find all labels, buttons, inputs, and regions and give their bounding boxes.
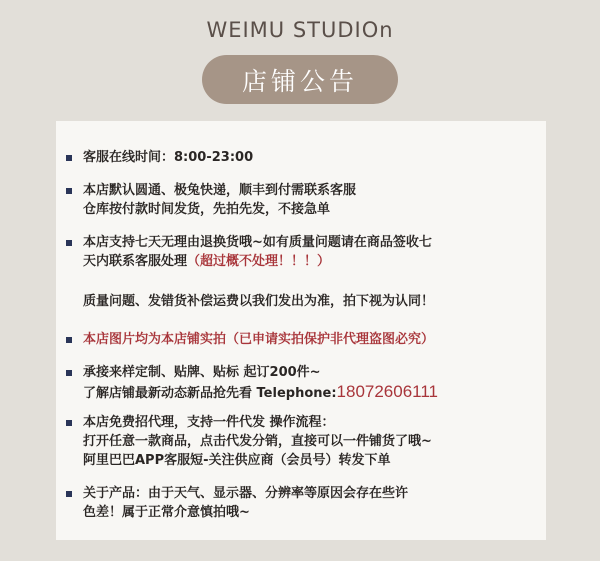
bullet-icon xyxy=(66,188,72,194)
notice-returns xyxy=(83,233,538,311)
notice-photos xyxy=(83,330,538,349)
notice-agent xyxy=(83,413,538,470)
notice-returns-line3: 质量问题、发错货补偿运费以我们发出为准，拍下视为认同！ xyxy=(83,294,435,309)
notice-card xyxy=(56,121,546,540)
notice-shipping xyxy=(83,181,538,219)
notice-custom xyxy=(83,363,538,403)
notice-shipping-line2: 仓库按付款时间发货，先拍先发，不接急单 xyxy=(83,202,331,217)
notice-photos-text: 本店图片均为本店铺实拍（已申请实拍保护非代理盗图必究） xyxy=(83,332,435,347)
notice-agent-line3: 阿里巴巴APP客服短-关注供应商（会员号）转发下单 xyxy=(83,453,391,468)
notice-product-line2: 色差！属于正常介意慎拍哦~ xyxy=(83,505,250,520)
announcement-title: 店铺公告 xyxy=(202,55,398,104)
notice-custom-line2 xyxy=(83,382,538,403)
notice-product xyxy=(83,484,538,522)
notice-agent-line1: 本店免费招代理，支持一件代发 操作流程： xyxy=(83,415,335,430)
bullet-icon xyxy=(66,420,72,426)
bullet-icon xyxy=(66,337,72,343)
notice-returns-line2-text: 天内联系客服处理 xyxy=(83,254,188,269)
notice-product-line1: 关于产品：由于天气、显示器、分辨率等原因会存在些许 xyxy=(83,486,409,501)
notice-returns-warning: （超过概不处理！！！） xyxy=(187,254,331,269)
bullet-icon xyxy=(66,491,72,497)
brand-name: WEIMU STUDIOn xyxy=(206,18,394,42)
bullet-icon xyxy=(66,370,72,376)
telephone-label: 了解店铺最新动态新品抢先看 Telephone: xyxy=(83,386,337,401)
notice-shipping-line1: 本店默认圆通、极兔快递，顺丰到付需联系客服 xyxy=(83,183,357,198)
notice-returns-line2 xyxy=(83,252,538,271)
telephone-number: 18072606111 xyxy=(336,382,439,401)
bullet-icon xyxy=(66,240,72,246)
notice-returns-line1: 本店支持七天无理由退换货哦~如有质量问题请在商品签收七 xyxy=(83,235,432,250)
notice-custom-line1: 承接来样定制、贴牌、贴标 起订200件~ xyxy=(83,365,321,380)
notice-hours-text: 客服在线时间：8:00-23:00 xyxy=(83,150,254,165)
bullet-icon xyxy=(66,155,72,161)
notice-agent-line2: 打开任意一款商品，点击代发分销，直接可以一件铺货了哦~ xyxy=(83,434,432,449)
notice-hours xyxy=(83,148,538,167)
